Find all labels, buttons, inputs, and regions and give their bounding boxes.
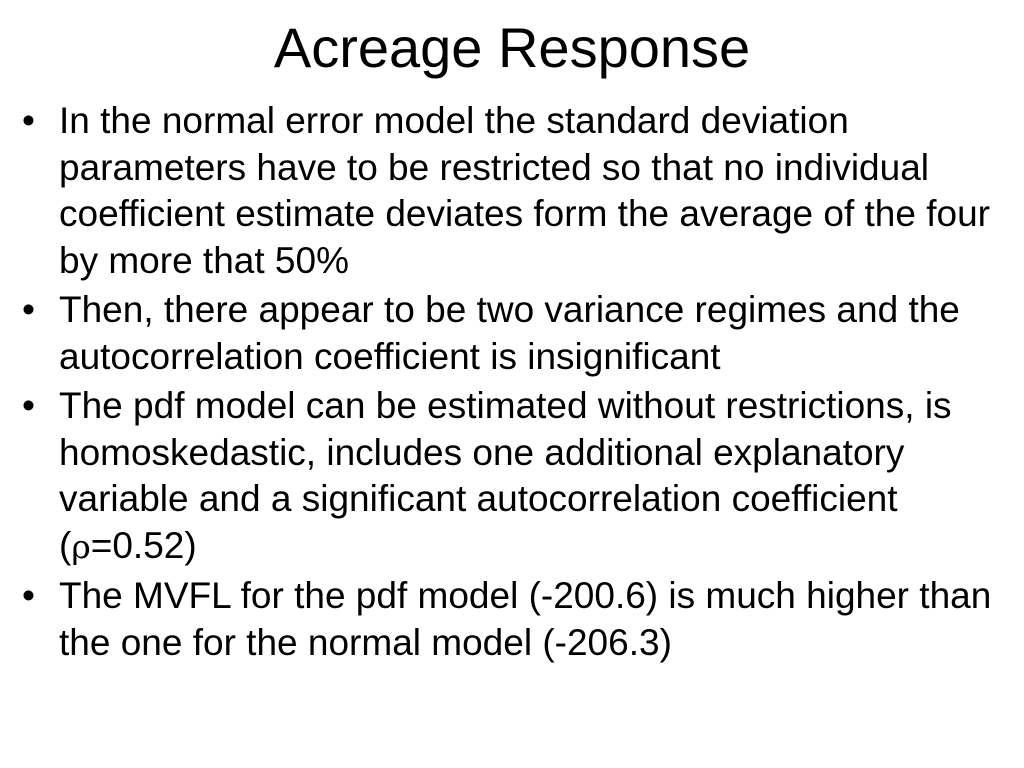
bullet-text: Then, there appear to be two variance regimes and the autocorrelation coefficient is insignificant — [59, 289, 960, 377]
bullet-text-after: =0.52) — [90, 524, 197, 566]
bullet-item — [22, 98, 1012, 284]
slide-title: Acreage Response — [273, 16, 751, 79]
bullet-text — [59, 385, 952, 566]
bullet-list — [22, 98, 1012, 669]
bullet-text: The MVFL for the pdf model (-200.6) is much higher than the one for the normal model (-206.3) — [59, 575, 992, 663]
bullet-item — [22, 287, 1012, 380]
rho-symbol: ρ — [71, 526, 91, 566]
bullet-item — [22, 383, 1012, 570]
bullet-marker: • — [22, 289, 35, 330]
bullet-text: In the normal error model the standard deviation parameters have to be restricted so that no individual coefficient estimate deviates form the average of the four by more that 50% — [59, 100, 990, 281]
bullet-marker: • — [22, 575, 35, 616]
bullet-marker: • — [22, 385, 35, 426]
bullet-text-before: The pdf model can be estimated without restrictions, is homoskedastic, includes one additional explanatory variable and a significant autocorrelation coefficient ( — [59, 385, 952, 566]
bullet-item — [22, 573, 1012, 666]
bullet-marker: • — [22, 100, 35, 141]
